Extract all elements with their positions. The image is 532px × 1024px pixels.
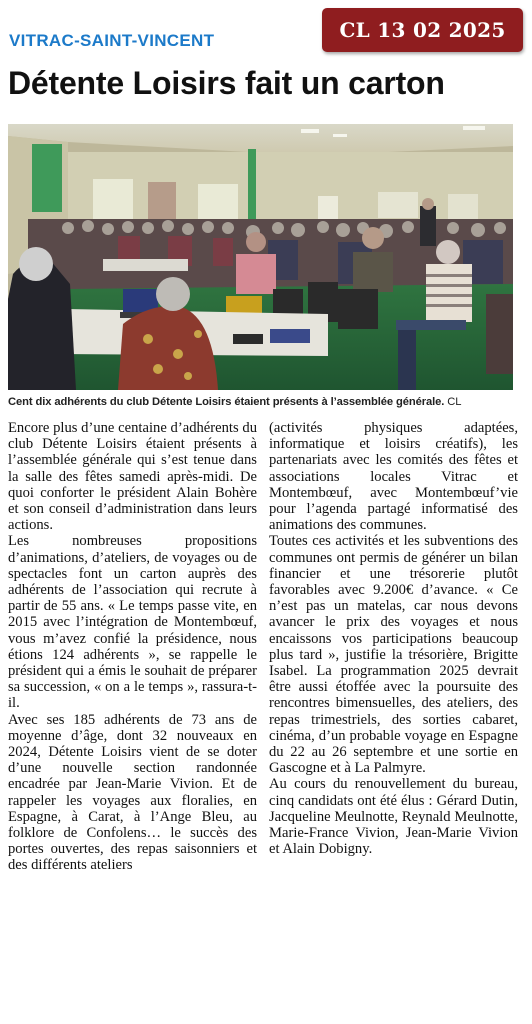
paragraph: Encore plus d’une centaine d’adhérents du club Détente Loisirs étaient présents à l’assemblée générale qui s’est tenue dans la salle des fêtes samedi après-midi. De quoi conforter le président Alain Bohère et son conseil d’administration dans leurs actions. <box>8 420 257 534</box>
paragraph: Toutes ces activités et les subventions des communes ont permis de générer un bilan financier et une trésorerie plutôt favorables avec 9.200€ d’avance. « Ce n’est pas un matelas, car nous devons avancer le prix des voyages et nous encaissons vos participations beaucoup plus tard », justifie la trésorière, Brigitte Isabel. La programmation 2025 devrait être aussi étoffée avec la poursuite des rencontres bimensuelles, des ateliers, des repas trimestriels, des sorties cabaret, cinéma, d’un probable voyage en Espagne du 22 au 26 septembre et une sortie en Gascogne et à La Palmyre. <box>269 533 518 777</box>
article-column-1 <box>8 420 257 874</box>
article-headline: Détente Loisirs fait un carton <box>8 65 445 101</box>
paragraph: (activités physiques adaptées, informatique et loisirs créatifs), les partenariats avec les comités des fêtes et associations locales Vitrac et Montembœuf, avec Montembœuf’vie pour l’agenda partagé informatisé des animations des communes. <box>269 420 518 534</box>
section-rubric: VITRAC-SAINT-VINCENT <box>9 31 215 50</box>
caption-text: Cent dix adhérents du club Détente Loisirs étaient présents à l’assemblée générale. <box>8 396 445 408</box>
caption-credit: CL <box>447 396 462 408</box>
meeting-hall-photo <box>8 124 513 390</box>
article-column-2 <box>269 420 518 857</box>
paragraph: Les nombreuses propositions d’animations, d’ateliers, de voyages ou de spectacles font un carton auprès des adhérents de l’association qui recrute à partir de 55 ans. « Le temps passe vite, en 2015 avec l’intégration de Montembœuf, vous m’avez confié la présidence, nous étions 124 adhérents », se rappelle le président qui a émis le souhait de préparer sa succession, « on a le temps », rassura-t-il. <box>8 533 257 712</box>
photo-caption <box>8 396 518 408</box>
date-badge: CL 13 02 2025 <box>322 8 523 52</box>
paragraph: Au cours du renouvellement du bureau, cinq candidats ont été élus : Gérard Dutin, Jacqueline Meulnotte, Reynald Meulnotte, Marie-France Vivion, Jean-Marie Vivion et Alain Dobigny. <box>269 776 518 858</box>
paragraph: Avec ses 185 adhérents de 73 ans de moyenne d’âge, dont 32 nouveaux en 2024, Détente Loisirs vient de se doter d’une nouvelle section randonnée encadrée par Jean-Marie Vivion. Et de rappeler les voyages aux floralies, en Espagne, à Carat, à l’Ange Bleu, au folklore de Confolens… le succès des portes ouvertes, des repas saisonniers et des différents ateliers <box>8 711 257 874</box>
